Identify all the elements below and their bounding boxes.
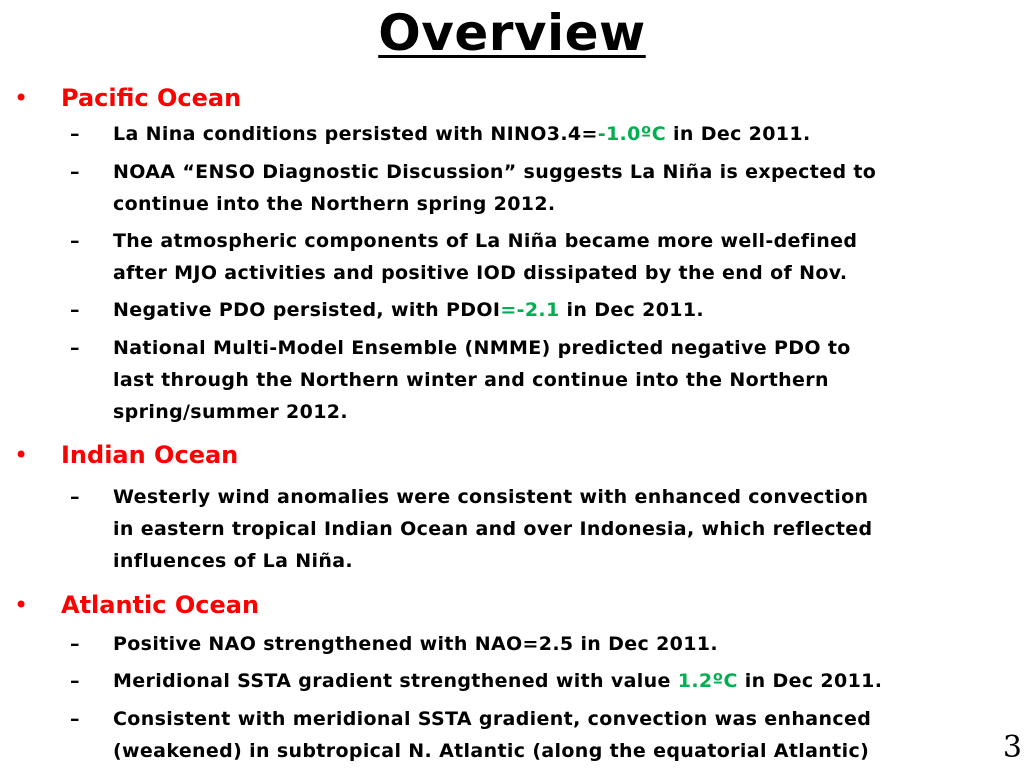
- sub-bullet-line: [113, 545, 1003, 577]
- text-segment: influences of La Niña.: [113, 550, 353, 572]
- text-segment: NOAA “ENSO Diagnostic Discussion” suggests La Niña is expected to: [113, 161, 877, 183]
- sub-bullet-line: [113, 332, 1003, 364]
- dash-icon: –: [70, 299, 80, 321]
- text-segment: National Multi-Model Ensemble (NMME) predicted negative PDO to: [113, 337, 851, 359]
- text-segment: in Dec 2011.: [737, 670, 883, 692]
- text-segment: Positive NAO strengthened with NAO=2.5 in Dec 2011.: [113, 633, 718, 655]
- text-segment: Meridional SSTA gradient strengthened with value: [113, 670, 678, 692]
- dash-icon: –: [70, 633, 80, 655]
- sub-bullet-line: [113, 364, 1003, 396]
- text-segment: in Dec 2011.: [559, 299, 704, 321]
- dash-icon: –: [70, 123, 80, 145]
- dash-icon: –: [70, 230, 80, 252]
- bullet-dot-icon: •: [14, 591, 29, 619]
- text-segment: Consistent with meridional SSTA gradient, convection was enhanced: [113, 708, 872, 730]
- sub-bullet-line: [113, 481, 1003, 513]
- dash-icon: –: [70, 161, 80, 183]
- text-segment: Negative PDO persisted, with PDOI: [113, 299, 501, 321]
- text-segment: (weakened) in subtropical N. Atlantic (along the equatorial Atlantic): [113, 740, 870, 762]
- text-segment: in Dec 2011.: [666, 123, 811, 145]
- sub-bullet-line: [113, 118, 1003, 150]
- sub-bullet-line: [113, 628, 1003, 660]
- dash-icon: –: [70, 670, 80, 692]
- text-segment: Westerly wind anomalies were consistent with enhanced convection: [113, 486, 869, 508]
- highlighted-value: -1.0ºC: [597, 123, 667, 145]
- section-heading: Pacific Ocean: [61, 84, 242, 112]
- text-segment: last through the Northern winter and continue into the Northern: [113, 369, 829, 391]
- text-segment: spring/summer 2012.: [113, 401, 348, 423]
- sub-bullet-line: [113, 257, 1003, 289]
- dash-icon: –: [70, 337, 80, 359]
- text-segment: La Nina conditions persisted with NINO3.4=: [113, 123, 598, 145]
- sub-bullet-line: [113, 188, 1003, 220]
- sub-bullet-line: [113, 665, 1003, 697]
- section-bullet-row: [0, 82, 1024, 114]
- text-segment: The atmospheric components of La Niña became more well-defined: [113, 230, 858, 252]
- section-pacific-ocean: [0, 82, 1024, 423]
- text-segment: in eastern tropical Indian Ocean and over Indonesia, which reflected: [113, 518, 873, 540]
- page-number: 3: [1002, 730, 1022, 765]
- bullet-dot-icon: •: [14, 441, 29, 469]
- sub-bullet-line: [113, 735, 1003, 767]
- sub-bullet-line: [113, 294, 1003, 326]
- section-bullet-row: [0, 439, 1024, 471]
- dash-icon: –: [70, 708, 80, 730]
- section-atlantic-ocean: [0, 589, 1024, 762]
- section-heading: Indian Ocean: [61, 441, 239, 469]
- section-indian-ocean: [0, 439, 1024, 572]
- slide-title: Overview: [378, 4, 646, 62]
- section-heading: Atlantic Ocean: [61, 591, 260, 619]
- sub-bullet-line: [113, 156, 1003, 188]
- highlighted-value: =-2.1: [500, 299, 560, 321]
- dash-icon: –: [70, 486, 80, 508]
- sub-bullet-line: [113, 703, 1003, 735]
- highlighted-value: 1.2ºC: [677, 670, 738, 692]
- sub-bullet-line: [113, 513, 1003, 545]
- text-segment: after MJO activities and positive IOD dissipated by the end of Nov.: [113, 262, 848, 284]
- sub-bullet-line: [113, 225, 1003, 257]
- bullet-dot-icon: •: [14, 84, 29, 112]
- sub-bullet-line: [113, 396, 1003, 428]
- section-bullet-row: [0, 589, 1024, 621]
- text-segment: continue into the Northern spring 2012.: [113, 193, 556, 215]
